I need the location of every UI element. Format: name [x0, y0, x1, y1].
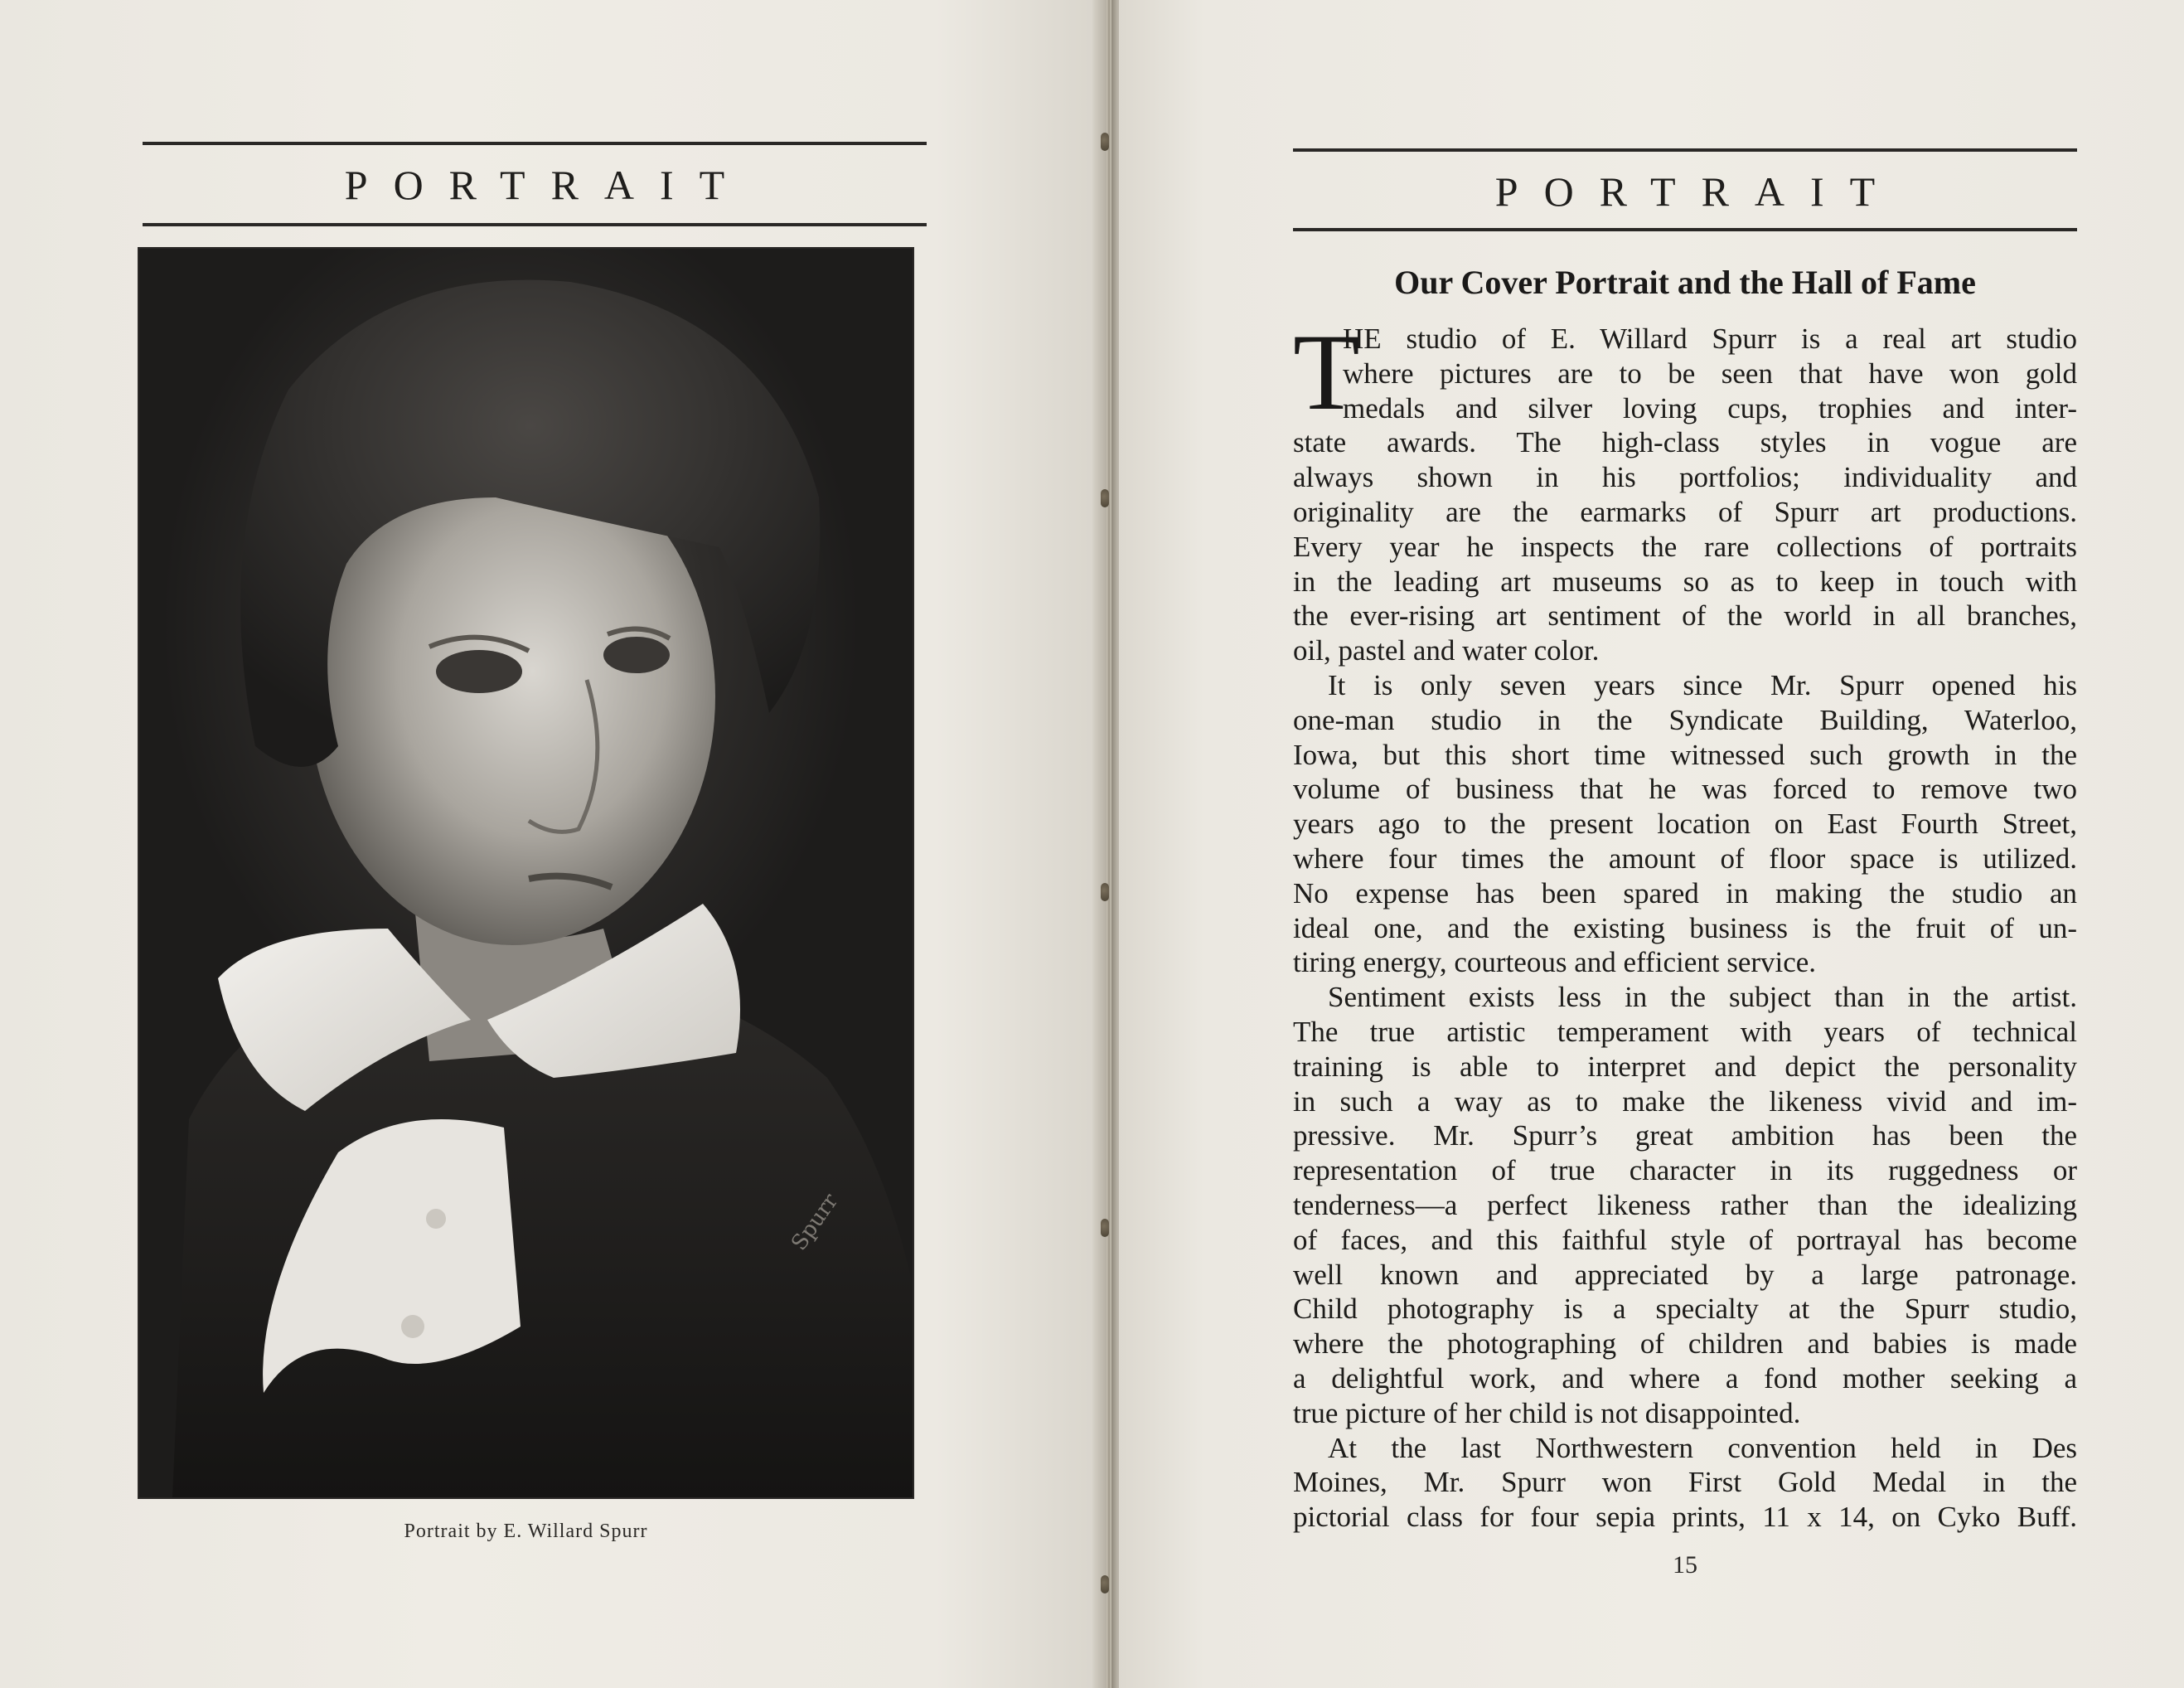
left-eye — [436, 650, 522, 693]
article-line: Every year he inspects the rare collections of portraits — [1293, 530, 2077, 563]
article-line: ideal one, and the existing business is the fruit of un- — [1293, 911, 2077, 944]
header-top-rule — [143, 142, 927, 145]
article-line: Moines, Mr. Spurr won First Gold Medal in the — [1293, 1466, 2077, 1499]
article-line: training is able to interpret and depict the personality — [1293, 1050, 2077, 1083]
article-line: state awards. The high-class styles in vogue are — [1293, 426, 2077, 459]
article-line: HE studio of E. Willard Spurr is a real art studio — [1343, 323, 2077, 355]
article-title: Our Cover Portrait and the Hall of Fame — [1394, 264, 1976, 301]
button-top — [426, 1209, 446, 1229]
article-line: of faces, and this faithful style of portrayal has become — [1293, 1223, 2077, 1256]
header-bottom-rule — [143, 223, 927, 226]
header-top-rule — [1293, 148, 2077, 152]
button-bottom — [401, 1315, 424, 1338]
left-header-title: PORTRAIT — [344, 162, 751, 208]
article-line: where pictures are to be seen that have won gold — [1343, 357, 2077, 390]
article-line: The true artistic temperament with years of technical — [1293, 1015, 2077, 1048]
article-line: At the last Northwestern convention held in Des — [1328, 1431, 2077, 1464]
article-line: representation of true character in its ruggedness or — [1293, 1154, 2077, 1187]
article-line: Iowa, but this short time witnessed such growth in the — [1293, 738, 2077, 771]
article-line: Child photography is a specialty at the Spurr studio, — [1293, 1293, 2077, 1326]
article-line: Sentiment exists less in the subject than in the artist. — [1328, 981, 2077, 1014]
photo-signature: Spurr — [787, 1189, 844, 1256]
article-line: volume of business that he was forced to remove two — [1293, 773, 2077, 806]
article-line: originality are the earmarks of Spurr art productions. — [1293, 495, 2077, 528]
right-eye — [603, 637, 670, 673]
article-line: oil, pastel and water color. — [1293, 634, 1600, 667]
article-line: No expense has been spared in making the studio an — [1293, 876, 2077, 909]
article-line: always shown in his portfolios; individuality and — [1293, 461, 2077, 494]
binding-stitch — [1101, 133, 1109, 151]
article-line: medals and silver loving cups, trophies and inter- — [1343, 391, 2077, 424]
article-line: where the photographing of children and babies is made — [1293, 1327, 2077, 1361]
binding-stitch — [1101, 1575, 1109, 1593]
article-line: well known and appreciated by a large patronage. — [1293, 1258, 2077, 1291]
article-line: a delightful work, and where a fond mother seeking a — [1293, 1361, 2077, 1395]
article-line: pictorial class for four sepia prints, 11 x 14, on Cyko Buff. — [1293, 1501, 2077, 1534]
article-line: years ago to the present location on East Fourth Street, — [1293, 808, 2077, 841]
photo-caption: Portrait by E. Willard Spurr — [404, 1521, 648, 1542]
binding-stitch — [1101, 489, 1109, 507]
binding-stitch — [1101, 883, 1109, 901]
left-page-header — [143, 142, 927, 226]
child-portrait-photo — [139, 249, 913, 1497]
drop-cap: T — [1293, 311, 1360, 433]
article-line: true picture of her child is not disappointed. — [1293, 1396, 1801, 1429]
article-body — [1293, 311, 2077, 1535]
binding-stitch — [1101, 1219, 1109, 1237]
header-bottom-rule — [1293, 228, 2077, 231]
portrait-illustration — [139, 249, 913, 1497]
article-line: in the leading art museums so as to keep in touch with — [1293, 565, 2077, 598]
article-line: tiring energy, courteous and efficient service. — [1293, 946, 1817, 979]
right-page-header — [1293, 148, 2077, 231]
right-header-title: PORTRAIT — [1494, 168, 1901, 215]
article-line: the ever-rising art sentiment of the world in all branches, — [1293, 599, 2077, 633]
article-line: one-man studio in the Syndicate Building, Waterloo, — [1293, 703, 2077, 736]
article-line: in such a way as to make the likeness vivid and im- — [1293, 1084, 2077, 1118]
article-line: It is only seven years since Mr. Spurr opened his — [1328, 668, 2077, 701]
article-line: where four times the amount of floor space is utilized. — [1293, 842, 2077, 875]
article-line: tenderness—a perfect likeness rather than the idealizing — [1293, 1188, 2077, 1221]
page-number: 15 — [1673, 1551, 1697, 1579]
article-line: pressive. Mr. Spurr’s great ambition has been the — [1293, 1119, 2077, 1152]
gutter-fold — [1107, 0, 1111, 1688]
